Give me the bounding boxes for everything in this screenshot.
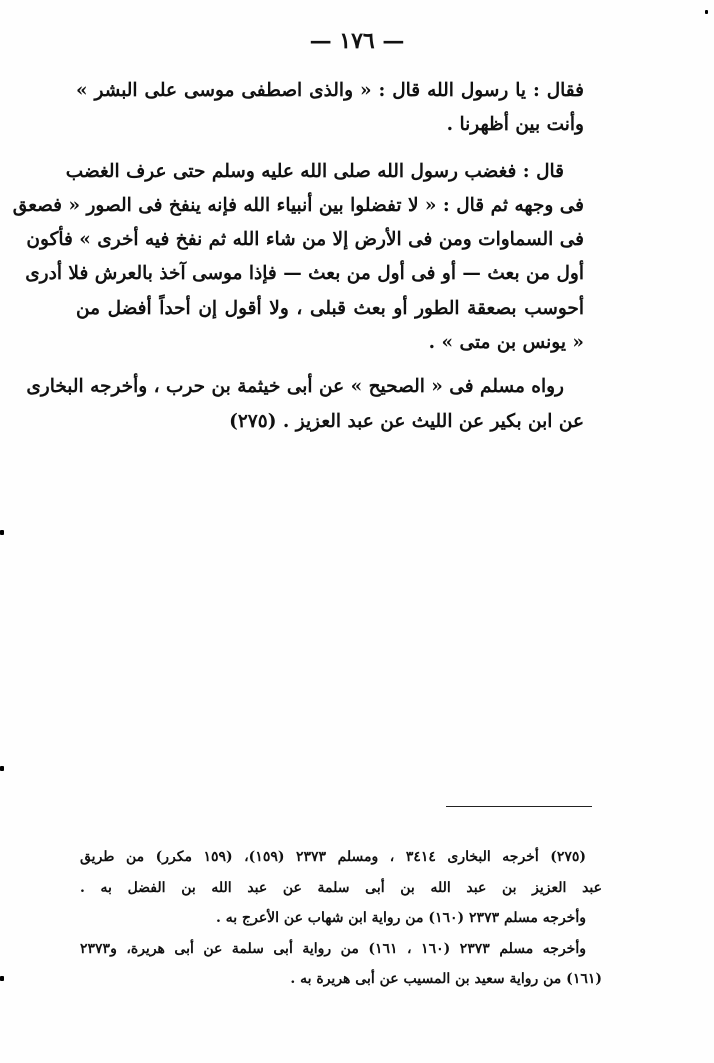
footnote-separator xyxy=(446,806,592,807)
text-line: فى وجهه ثم قال : « لا تفضلوا بين أنبياء الله فإنه ينفخ فى الصور « فصعق xyxy=(12,194,584,216)
scan-speck xyxy=(0,530,4,535)
text-line: وأنت بين أظهرنا . xyxy=(446,114,584,136)
footnote-line: (١٦١) من رواية سعيد بن المسيب عن أبى هريرة به . xyxy=(290,971,602,987)
footnote-line: عبد العزيز بن عبد الله بن أبى سلمة عن عبد الله بن الفضل به . xyxy=(80,879,602,896)
footnote-line: (٢٧٥) أخرجه البخارى ٣٤١٤ ، ومسلم ٢٣٧٣ (١٥٩)، (١٥٩ مكرر) من طريق xyxy=(80,849,587,865)
main-text xyxy=(12,74,606,439)
text-line: « يونس بن متى » . xyxy=(428,332,584,354)
text-line: قال : فغضب رسول الله صلى الله عليه وسلم حتى عرف الغضب xyxy=(65,160,564,182)
scan-speck xyxy=(0,976,4,981)
text-line: أحوسب بصعقة الطور أو بعث قبلى ، ولا أقول إن أحداً أفضل من xyxy=(76,297,584,319)
paragraph xyxy=(12,155,606,361)
paragraph xyxy=(76,74,606,143)
scan-speck xyxy=(0,766,4,771)
footnote-line: وأخرجه مسلم ٢٣٧٣ (١٦٠ ، ١٦١) من رواية أبى سلمة عن أبى هريرة، و٢٣٧٣ xyxy=(80,940,586,957)
paragraph xyxy=(26,370,606,439)
text-line: عن ابن بكير عن الليث عن عبد العزيز . (٢٧٥) xyxy=(229,410,584,432)
text-line: فى السماوات ومن فى الأرض إلا من شاء الله ثم نفخ فيه أخرى » فأكون xyxy=(26,229,584,251)
scan-speck xyxy=(705,10,708,14)
footnote-line: وأخرجه مسلم ٢٣٧٣ (١٦٠) من رواية ابن شهاب عن الأعرج به . xyxy=(216,910,586,926)
text-line: فقال : يا رسول الله قال : « والذى اصطفى موسى على البشر » xyxy=(76,80,584,101)
footnotes xyxy=(80,842,602,995)
page-number: — ١٧٦ — xyxy=(309,28,405,54)
text-line: رواه مسلم فى « الصحيح » عن أبى خيثمة بن حرب ، وأخرجه البخارى xyxy=(26,376,564,398)
text-line: أول من بعث — أو فى أول من بعث — فإذا موسى آخذ بالعرش فلا أدرى xyxy=(25,263,584,285)
